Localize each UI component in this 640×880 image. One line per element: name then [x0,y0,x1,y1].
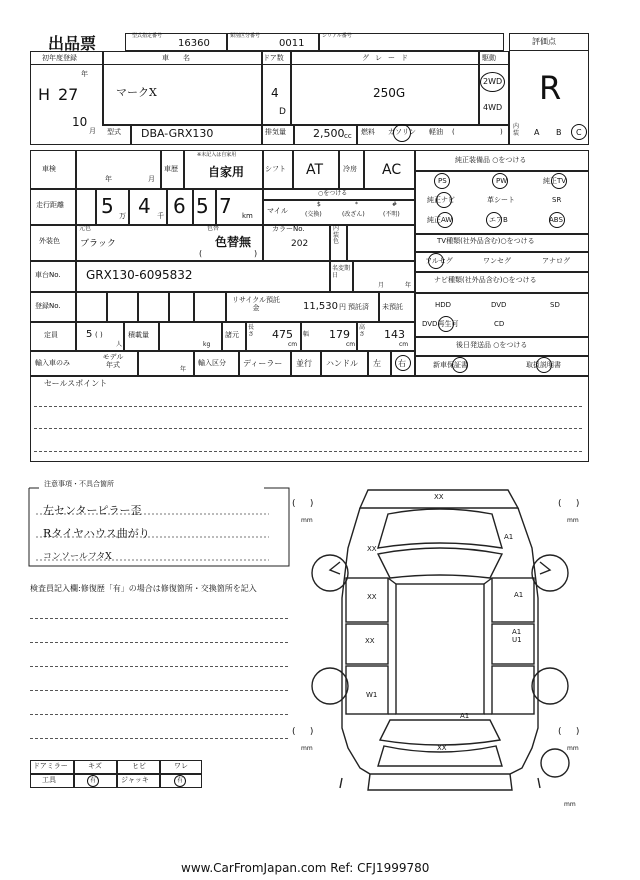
handle-right-circle [395,355,411,371]
later-warranty-circle [452,357,468,373]
damage-mark: A1 [504,533,514,541]
sheet-title: 出品票 [48,34,97,53]
std-navi-circle [436,192,452,208]
note-item: Rタイヤハウス曲がり [43,527,150,540]
damage-mark: XX [437,744,447,752]
notes-title: 注意事項・不具合箇所 [44,480,114,488]
std-airbag-circle [486,212,502,228]
damage-mark: XX [367,545,377,553]
car-damage-diagram [290,478,600,808]
car-name: マークX [116,86,157,99]
damage-mark: A1 U1 [512,628,522,644]
color-number: 202 [291,239,309,249]
bracket-right-rear: ( ) [558,727,580,737]
class-number: 0011 [279,38,305,49]
recycle-amount: 11,530 [303,301,338,312]
sales-point-label: セールスポイント [44,379,108,388]
repaint-value: 色替無 [215,235,252,249]
bracket-right-front: ( ) [558,499,580,509]
note-item: 左センターピラー歪 [43,504,142,517]
model-code: DBA-GRX130 [141,127,214,140]
navi-dvd-circle [438,316,454,332]
bracket-left-rear: ( ) [292,727,314,737]
mileage-digit-1: 5 [101,194,114,218]
mileage-digit-5: 7 [219,194,232,218]
damage-mark: XX [365,637,375,645]
std-abs-circle [549,212,565,228]
first-reg-year: 27 [58,85,79,104]
jack-present-circle [174,775,186,787]
shift-value: AT [306,162,324,178]
chassis-number: GRX130-6095832 [86,268,193,282]
later-manual-circle [536,357,552,373]
length-value: 475 [272,328,293,341]
std-aw-circle [437,212,453,228]
damage-mark: W1 [366,691,378,699]
grade-value: 250G [373,86,406,100]
first-reg-month: 10 [72,115,88,129]
grade-point-label: 評価点 [532,37,556,46]
mileage-digit-2: 4 [138,194,151,218]
std-tv-circle [551,173,567,189]
interior-c-circle [571,124,587,140]
capacity-value: 5 [86,329,93,340]
sales-point-box [30,376,589,462]
inspector-label: 検査員記入欄:修復歴「有」の場合は修復箇所・交換箇所を記入 [30,584,257,593]
width-value: 179 [329,328,350,341]
note-item: コンソールフタX [43,552,112,562]
damage-mark: XX [367,593,377,601]
first-reg-era: H [38,85,51,104]
tv-fullseg-circle [428,253,444,269]
footer-watermark: www.CarFromJapan.com Ref: CFJ1999780 [181,861,430,875]
grade-point-value: R [539,69,562,107]
car-history: 自家用 [208,165,245,179]
door-count: 4 [271,86,279,100]
ac-value: AC [382,162,402,178]
std-ps-circle [434,173,450,189]
original-color: ブラック [80,239,116,249]
std-pw-circle [492,173,508,189]
fuel-gasoline-circle [393,124,411,142]
mileage-digit-4: 5 [196,194,209,218]
displacement: 2,500 [313,127,345,140]
mileage-digit-3: 6 [173,194,186,218]
damage-mark: XX [434,493,444,501]
type-designation-number: 16360 [178,38,210,49]
height-value: 143 [384,328,405,341]
damage-mark: A1 [460,712,470,720]
bracket-left-front: ( ) [292,499,314,509]
tools-present-circle [87,775,99,787]
damage-mark: A1 [514,591,524,599]
